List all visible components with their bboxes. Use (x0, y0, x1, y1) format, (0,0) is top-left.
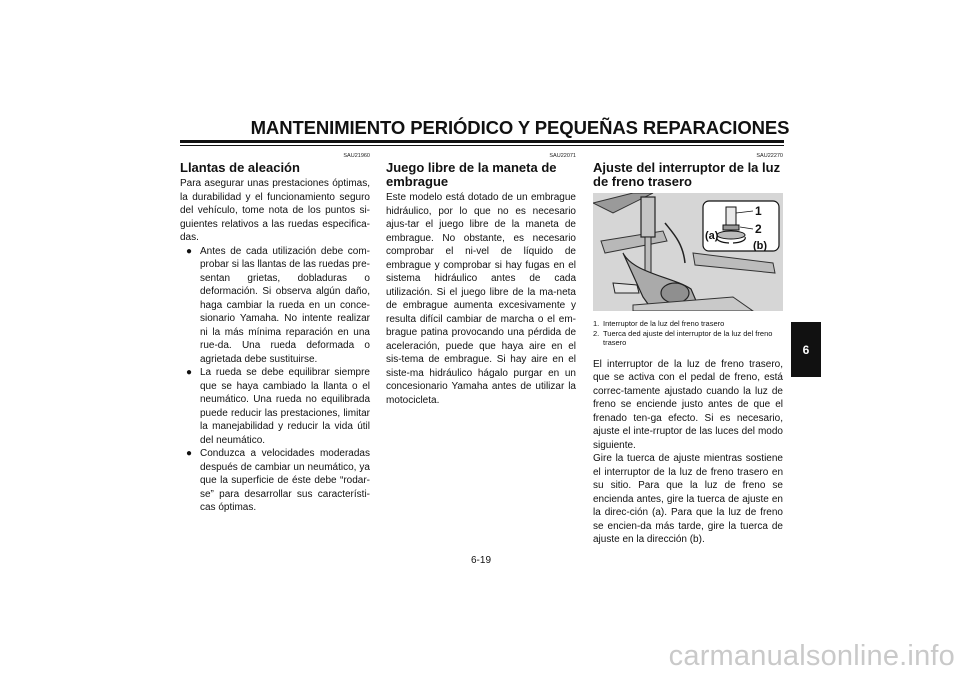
section-code: SAU21960 (343, 153, 370, 159)
section-paragraph: Gire la tuerca de ajuste mientras sostiene el interruptor de la luz de freno trasero en su sitio. Para que la luz de freno se encienda antes, gire la tuerca de ajuste en la direc-ción (a). Para que la luz de freno se encien-da más tarde, gire la tuerca de ajuste en la dirección (b). (593, 453, 783, 545)
header-rule (180, 140, 784, 143)
bullet-list (180, 245, 370, 515)
brake-switch-illustration (593, 193, 783, 311)
column-clutch-lever (386, 152, 576, 407)
figure-legend (593, 319, 783, 348)
brake-switch-figure (593, 193, 783, 311)
bullet-icon: ● (186, 245, 193, 257)
section-intro: Para asegurar unas prestaciones óptimas, la durabilidad y el funcionamiento seguro del vehículo, tome nota de los puntos si-guientes relativos a las ruedas especifica-das. (180, 178, 370, 243)
page-header-title: MANTENIMIENTO PERIÓDICO Y PEQUEÑAS REPARACIONES (250, 117, 790, 138)
legend-item: 1. Interruptor de la luz del freno trasero (593, 319, 725, 328)
figure-label-b: (b) (753, 240, 768, 252)
page-number: 6-19 (470, 555, 491, 566)
section-body: Este modelo está dotado de un embrague hidráulico, por lo que no es necesario ajus-tar el juego libre de la maneta de embrague. No obstante, es necesario comprobar el ni-vel de líquido de embrague y comprobar si hay fugas en el sistema hidráulico antes de cada utilización. Si el juego libre de la ma-neta de embrague aumenta excesivamente y resulta difícil cambiar de marcha o el em-brague patina provocando una pérdida de aceleración, puede que haya aire en el sis-tema de embrague. Si hay aire en el siste-ma hidráulico hágalo purgar en un concesionario Yamaha antes de utilizar la motocicleta. (386, 192, 576, 406)
bullet-icon: ● (186, 367, 193, 378)
legend-item: 2. Tuerca ded ajuste del interruptor de la luz del freno trasero (593, 328, 773, 347)
section-heading: Juego libre de la maneta de embrague (386, 160, 557, 189)
figure-label-2: 2 (755, 222, 762, 236)
section-code: SAU22270 (756, 153, 783, 159)
header-rule-thin (180, 145, 784, 146)
bullet-item: ● Antes de cada utilización debe com-probar si las llantas de las ruedas pre-sentan grietas, dobladuras o deformación. Si observa algún daño, haga cambiar la rueda en un conce-sionario Yamaha. No intente realizar ni la más mínima reparación en una rue-da. Una rueda deformada o agrietada debe sustituirse. (186, 245, 370, 365)
column-brake-light-switch (593, 152, 783, 547)
figure-label-a: (a) (705, 230, 719, 242)
bullet-icon: ● (186, 448, 193, 459)
section-paragraph: El interruptor de la luz de freno trasero, que se activa con el pedal de freno, está correc-tamente ajustado cuando la luz de freno se enciende justo antes de que el frenado ten-ga efecto. Si es necesario, ajuste el inte-rruptor de las luces del modo siguiente. (593, 358, 783, 451)
figure-label-1: 1 (755, 204, 762, 218)
bullet-item: ● Conduzca a velocidades moderadas después de cambiar un neumático, ya que la superficie de éste debe “rodar-se” para desarrollar sus característi-cas óptimas. (186, 448, 370, 513)
watermark: carmanualsonline.info (668, 640, 955, 672)
section-heading: Llantas de aleación (180, 160, 300, 175)
section-code: SAU22071 (549, 153, 576, 159)
chapter-tab: 6 (791, 322, 821, 377)
bullet-item: ● La rueda se debe equilibrar siempre que se haya cambiado la llanta o el neumático. Una rueda no equilibrada puede reducir las prestaciones, limitar la manejabilidad y reducir la vida útil del neumático. (186, 367, 370, 446)
section-heading: Ajuste del interruptor de la luz de freno trasero (593, 160, 781, 189)
column-alloy-wheels (180, 152, 370, 515)
